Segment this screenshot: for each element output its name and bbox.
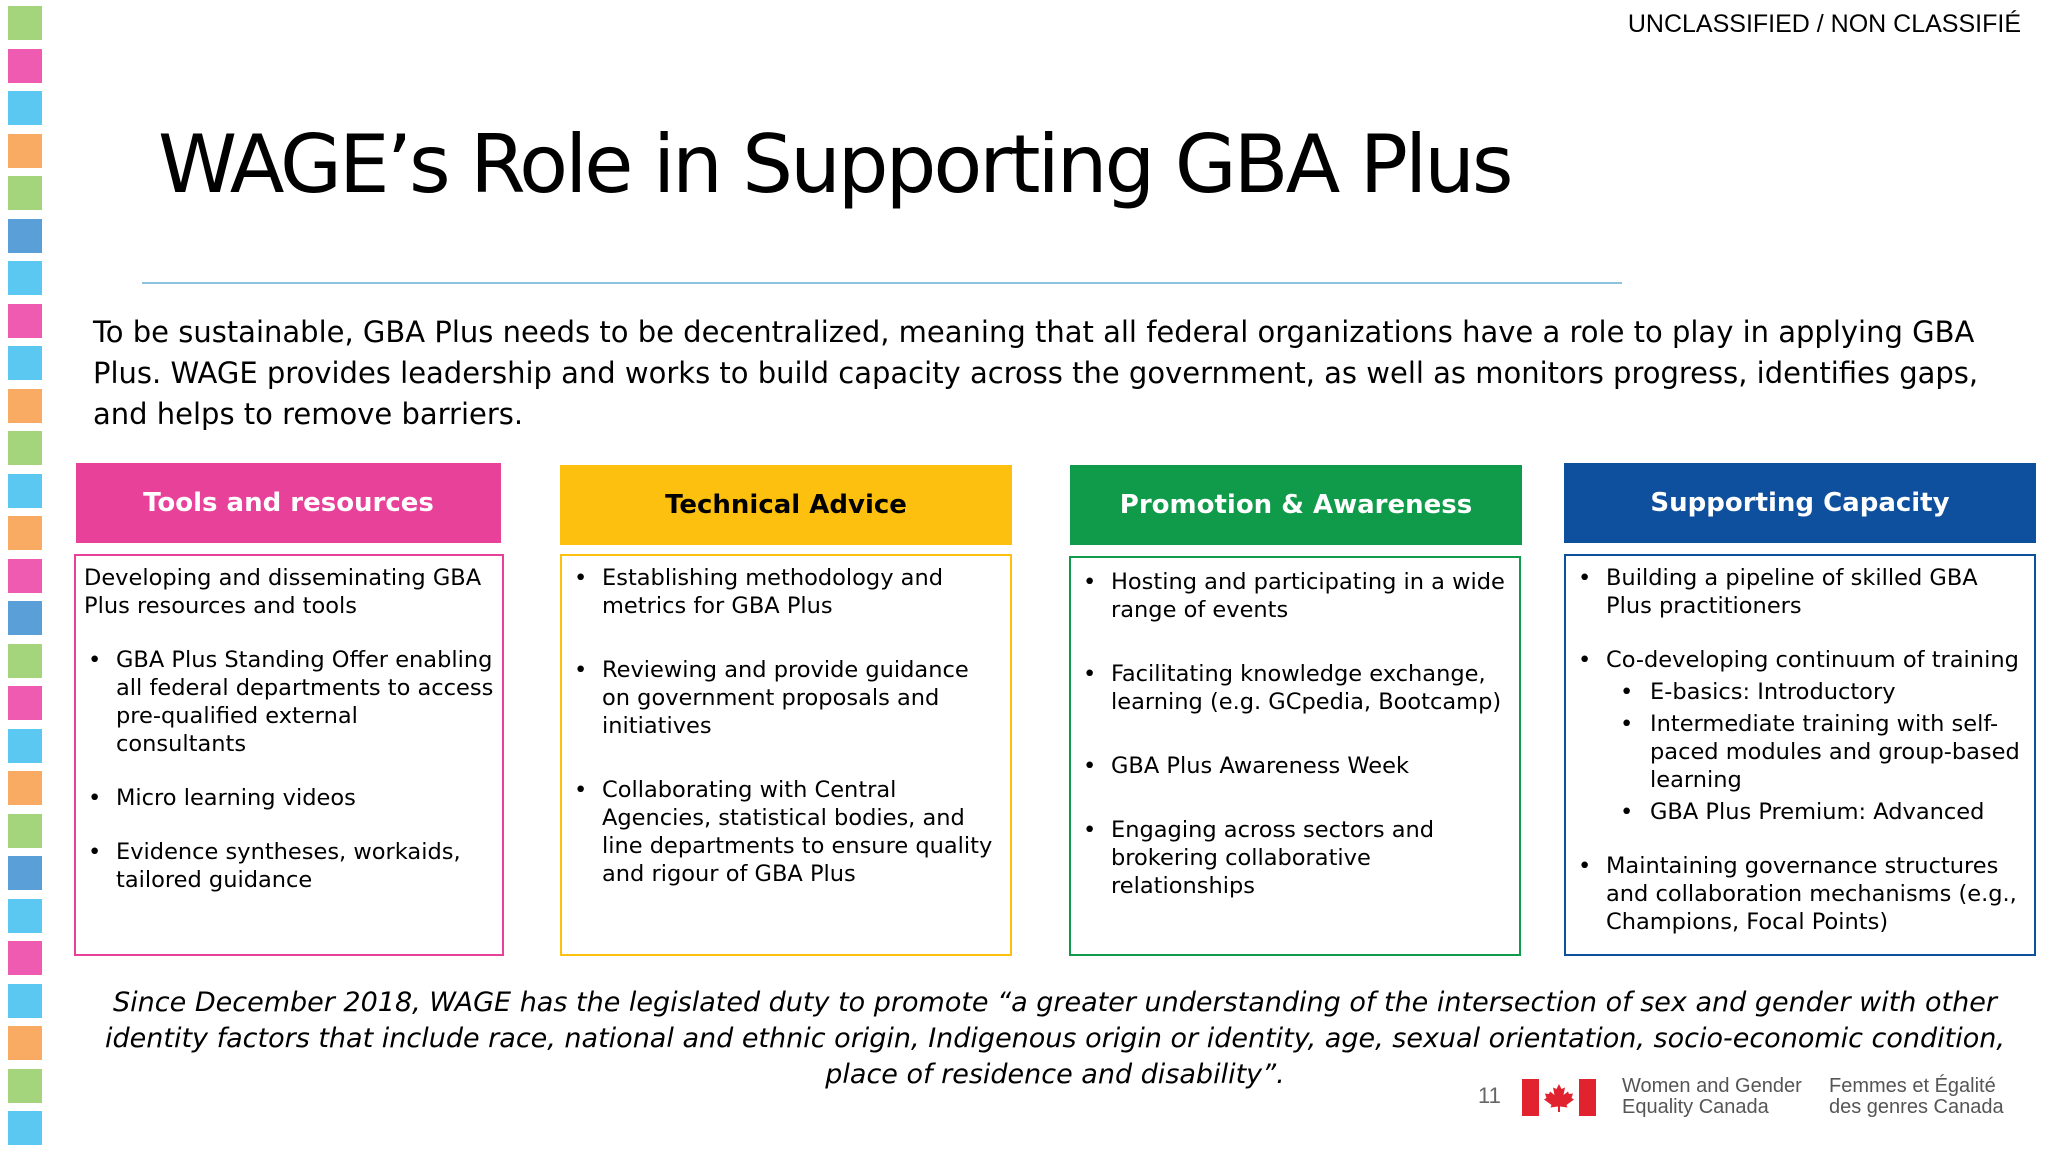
decorative-color-stripe — [8, 0, 42, 1152]
sub-list-item: • Intermediate training with self-paced modules and group-based learning — [1614, 710, 2026, 794]
stripe-square — [8, 729, 42, 763]
dept-fr-line2: des genres Canada — [1829, 1096, 2004, 1118]
stripe-square — [8, 601, 42, 635]
sub-list-item: • E-basics: Introductory — [1614, 678, 2026, 706]
list-item: • GBA Plus Awareness Week — [1079, 752, 1511, 780]
list-item: • Reviewing and provide guidance on government proposals and initiatives — [570, 656, 1002, 740]
card-header-tools: Tools and resources — [76, 463, 501, 543]
list-item: • GBA Plus Standing Offer enabling all federal departments to access pre-qualified external consultants — [84, 646, 494, 758]
stripe-square — [8, 389, 42, 423]
canada-flag-icon — [1522, 1079, 1596, 1116]
list-item — [1574, 646, 2026, 826]
stripe-square — [8, 984, 42, 1018]
stripe-square — [8, 431, 42, 465]
list-item-text: Co-developing continuum of training — [1606, 647, 2019, 673]
stripe-square — [8, 559, 42, 593]
list-item: • Micro learning videos — [84, 784, 494, 812]
page-number: 11 — [1478, 1083, 1501, 1108]
card-header-promotion: Promotion & Awareness — [1070, 465, 1522, 545]
list-item: • Evidence syntheses, workaids, tailored guidance — [84, 838, 494, 894]
stripe-square — [8, 686, 42, 720]
department-name-fr — [1829, 1076, 2004, 1118]
stripe-square — [8, 261, 42, 295]
department-name-en — [1622, 1076, 1802, 1118]
stripe-square — [8, 6, 42, 40]
card-lead-text: Developing and disseminating GBA Plus resources and tools — [84, 565, 482, 619]
list-item: • Collaborating with Central Agencies, statistical bodies, and line departments to ensure quality and rigour of GBA Plus — [570, 776, 1002, 888]
stripe-square — [8, 219, 42, 253]
stripe-square — [8, 304, 42, 338]
dept-fr-line1: Femmes et Égalité — [1829, 1075, 1996, 1097]
dept-en-line1: Women and Gender — [1622, 1075, 1802, 1097]
stripe-square — [8, 771, 42, 805]
stripe-square — [8, 941, 42, 975]
list-item: • Engaging across sectors and brokering collaborative relationships — [1079, 816, 1511, 900]
card-header-capacity: Supporting Capacity — [1564, 463, 2036, 543]
stripe-square — [8, 49, 42, 83]
dept-en-line2: Equality Canada — [1622, 1096, 1769, 1118]
list-item: • Maintaining governance structures and collaboration mechanisms (e.g., Champions, Focal Points) — [1574, 852, 2026, 936]
title-divider — [142, 282, 1622, 284]
stripe-square — [8, 516, 42, 550]
card-body-promotion — [1069, 556, 1521, 956]
card-header-technical: Technical Advice — [560, 465, 1012, 545]
stripe-square — [8, 644, 42, 678]
stripe-square — [8, 346, 42, 380]
stripe-square — [8, 176, 42, 210]
stripe-square — [8, 1069, 42, 1103]
stripe-square — [8, 91, 42, 125]
card-body-tools — [74, 554, 504, 956]
card-body-technical — [560, 554, 1012, 956]
sub-list-item: • GBA Plus Premium: Advanced — [1614, 798, 2026, 826]
classification-label: UNCLASSIFIED / NON CLASSIFIÉ — [1627, 10, 2021, 38]
card-body-capacity — [1564, 554, 2036, 956]
stripe-square — [8, 814, 42, 848]
stripe-square — [8, 474, 42, 508]
list-item: • Building a pipeline of skilled GBA Plus practitioners — [1574, 564, 2026, 620]
stripe-square — [8, 899, 42, 933]
legislated-duty-note: Since December 2018, WAGE has the legislated duty to promote “a greater understanding of the intersection of sex and gender with other identity factors that include race, national and ethnic origin, Indigenous origin or identity, age, sexual orientation, socio-economic condition, place of residence and disability”. — [105, 987, 2005, 1090]
intro-paragraph: To be sustainable, GBA Plus needs to be decentralized, meaning that all federal organizations have a role to play in applying GBA Plus. WAGE provides leadership and works to build capacity across the government, as well as monitors progress, identifies gaps, and helps to remove barriers. — [93, 315, 1979, 431]
list-item: • Establishing methodology and metrics for GBA Plus — [570, 564, 1002, 620]
list-item: • Hosting and participating in a wide range of events — [1079, 568, 1511, 624]
stripe-square — [8, 856, 42, 890]
stripe-square — [8, 1111, 42, 1145]
slide-title: WAGE’s Role in Supporting GBA Plus — [158, 118, 1511, 211]
list-item: • Facilitating knowledge exchange, learning (e.g. GCpedia, Bootcamp) — [1079, 660, 1511, 716]
stripe-square — [8, 1026, 42, 1060]
stripe-square — [8, 134, 42, 168]
